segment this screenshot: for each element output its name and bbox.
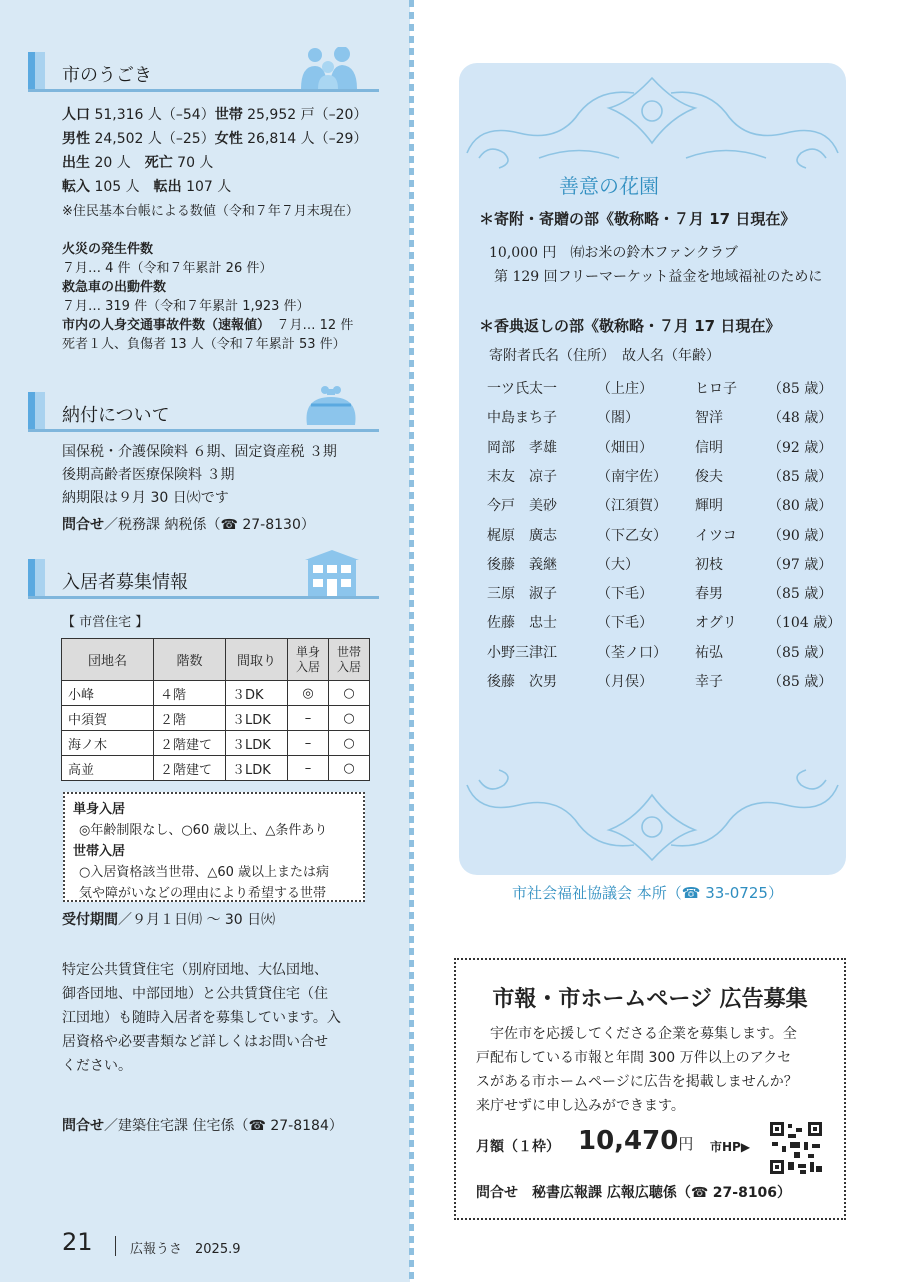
city-note: ※住民基本台帳による数値（令和７年７月末現在） bbox=[62, 204, 359, 219]
donor-name: 後藤 義継 bbox=[487, 556, 557, 573]
deceased-name: イツコ bbox=[695, 527, 737, 544]
table-row: 高並 ２階建て ３LDK – ○ bbox=[62, 756, 370, 781]
donor-name: 末友 凉子 bbox=[487, 468, 557, 485]
traffic-detail: 死者１人、負傷者 13 人（令和７年累計 53 件） bbox=[62, 337, 346, 352]
donor-address: （月俣） bbox=[597, 674, 653, 690]
deceased-name: 俊夫 bbox=[695, 468, 723, 485]
family-icon bbox=[297, 47, 361, 89]
ad-inquiry: 問合せ 秘書広報課 広報広聴係（☎ 27-8106） bbox=[476, 1185, 792, 1201]
donation-line-1: 10,000 円 ㈲お米の鈴木ファンクラブ bbox=[489, 245, 738, 261]
tax-line-1: 国保税・介護保険料 ６期、固定資産税 ３期 bbox=[62, 444, 337, 460]
deceased-name: 幸子 bbox=[695, 674, 723, 690]
ad-price-label: 月額（１枠） bbox=[476, 1139, 560, 1155]
donor-name: 後藤 次男 bbox=[487, 674, 557, 690]
deceased-age: （85 歳） bbox=[768, 468, 833, 485]
donor-address: （上庄） bbox=[597, 381, 653, 397]
tax-line-3: 納期限は９月 30 日㈫です bbox=[62, 490, 229, 506]
deceased-age: （90 歳） bbox=[768, 527, 833, 544]
ornament-top bbox=[459, 63, 846, 173]
traffic-line: 市内の人身交通事故件数（速報値） ７月… 12 件 bbox=[62, 318, 354, 333]
donor-address: （閤） bbox=[597, 410, 639, 427]
deceased-name: 初枝 bbox=[695, 556, 723, 573]
zen-contact: 市社会福祉協議会 本所（☎ 33-0725） bbox=[512, 884, 783, 902]
deceased-age: （85 歳） bbox=[768, 674, 833, 690]
housing-table: 団地名 階数 間取り 単身入居 世帯入居 小峰 ４階 ３DK ◎ ○ 中須賀 ２階 ３LDK – ○ 海ノ木 ２階建て ３LDK – ○ 高並 ２階建て ３LDK – ○ bbox=[61, 638, 370, 781]
purse-icon bbox=[301, 385, 361, 429]
deceased-name: 輝明 bbox=[695, 498, 723, 515]
deceased-name: オグリ bbox=[695, 615, 737, 632]
donor-address: （下乙女） bbox=[597, 527, 667, 544]
housing-paragraph: 特定公共賃貸住宅（別府団地、大仏団地、 御沓団地、中部団地）と公共賃貸住宅（住 江団地）も随時入居者を募集しています。入 居資格や必要書類など詳しくはお問い合せ ください。 bbox=[62, 962, 341, 1074]
phone-icon: ☎ bbox=[220, 517, 238, 533]
deceased-age: （85 歳） bbox=[768, 381, 833, 397]
donor-name: 佐藤 忠士 bbox=[487, 615, 557, 632]
section-header-tax bbox=[28, 392, 379, 432]
deceased-name: 智洋 bbox=[695, 410, 723, 427]
tax-inquiry: 問合せ／税務課 納税係（☎ 27-8130） bbox=[62, 517, 315, 533]
koden-heading: ＊香典返しの部《敬称略・７月 17 日現在》 bbox=[479, 317, 781, 335]
section-header-housing bbox=[28, 559, 379, 599]
phone-icon: ☎ bbox=[681, 884, 701, 902]
deceased-name: 信明 bbox=[695, 439, 723, 456]
donation-heading: ＊寄附・寄贈の部《敬称略・７月 17 日現在》 bbox=[479, 210, 796, 228]
section-title: 入居者募集情報 bbox=[62, 572, 188, 593]
table-row: 中須賀 ２階 ３LDK – ○ bbox=[62, 706, 370, 731]
footer-title: 広報うさ 2025.9 bbox=[130, 1242, 241, 1257]
move-line: 転入 105 人 転出 107 人 bbox=[62, 179, 232, 195]
ornament-bottom bbox=[459, 765, 846, 875]
donor-address: （江須賀） bbox=[597, 498, 667, 515]
donor-address: （畑田） bbox=[597, 439, 653, 456]
deceased-name: ヒロ子 bbox=[695, 381, 737, 397]
section-title: 市のうごき bbox=[62, 65, 152, 86]
housing-note-box: 単身入居 ◎年齢制限なし、○60 歳以上、△条件あり 世帯入居 ○入居資格該当世帯、△60 歳以上または病 気や障がいなどの理由により希望する世帯 bbox=[63, 792, 365, 902]
birth-death-line: 出生 20 人 死亡 70 人 bbox=[62, 155, 214, 171]
footer-divider bbox=[115, 1236, 116, 1256]
donor-address: （下毛） bbox=[597, 615, 653, 632]
deceased-age: （48 歳） bbox=[768, 410, 833, 427]
housing-period: 受付期間／９月１日㈪ ～ 30 日㈫ bbox=[62, 912, 276, 928]
ad-body: 宇佐市を応援してくださる企業を募集します。全 戸配布している市報と年間 300 万件以上のアクセ スがある市ホームページに広告を掲載しませんか？ 来庁せずに申し込みができます。 bbox=[476, 1026, 798, 1114]
donation-line-2: 第 129 回フリーマーケット益金を地域福祉のために bbox=[494, 269, 823, 285]
donor-name: 小野三津江 bbox=[487, 644, 557, 661]
column-divider bbox=[409, 0, 414, 1282]
house-icon bbox=[303, 548, 361, 596]
donor-name: 三原 淑子 bbox=[487, 586, 557, 603]
gender-line: 男性 24,502 人（–25）女性 26,814 人（–29） bbox=[62, 131, 368, 147]
housing-subtitle: 【 市営住宅 】 bbox=[62, 615, 149, 630]
table-row: 海ノ木 ２階建て ３LDK – ○ bbox=[62, 731, 370, 756]
deceased-age: （92 歳） bbox=[768, 439, 833, 456]
fire-heading: 火災の発生件数 bbox=[62, 242, 154, 257]
zen-title: 善意の花園 bbox=[559, 174, 659, 198]
deceased-age: （85 歳） bbox=[768, 586, 833, 603]
donor-name: 梶原 廣志 bbox=[487, 527, 557, 544]
donor-address: （荃ノ口） bbox=[597, 644, 667, 661]
phone-icon: ☎ bbox=[690, 1185, 709, 1201]
donor-address: （大） bbox=[597, 556, 639, 573]
ad-box bbox=[454, 958, 846, 1220]
table-row: 小峰 ４階 ３DK ◎ ○ bbox=[62, 681, 370, 706]
donor-address: （下毛） bbox=[597, 586, 653, 603]
deceased-name: 春男 bbox=[695, 586, 723, 603]
donor-name: 一ツ氏太一 bbox=[487, 381, 557, 397]
tax-line-2: 後期高齢者医療保険料 ３期 bbox=[62, 467, 235, 483]
deceased-age: （80 歳） bbox=[768, 498, 833, 515]
ad-hp-label[interactable]: 市HP▶ bbox=[710, 1140, 751, 1154]
koden-columns: 寄附者氏名（住所） 故人名（年齢） bbox=[489, 348, 720, 364]
donor-address: （南宇佐） bbox=[597, 468, 667, 485]
deceased-age: （104 歳） bbox=[768, 615, 842, 632]
qr-code-icon[interactable] bbox=[768, 1120, 824, 1176]
population-line: 人口 51,316 人（–54）世帯 25,952 戸（–20） bbox=[62, 107, 368, 123]
donor-name: 中島まち子 bbox=[487, 410, 557, 427]
donor-name: 今戸 美砂 bbox=[487, 498, 557, 515]
deceased-age: （97 歳） bbox=[768, 556, 833, 573]
deceased-name: 祐弘 bbox=[695, 644, 723, 661]
housing-inquiry: 問合せ／建築住宅課 住宅係（☎ 27-8184） bbox=[62, 1118, 343, 1134]
page-number: 21 bbox=[62, 1228, 93, 1256]
ad-price: 10,470円 bbox=[578, 1126, 694, 1156]
ambulance-heading: 救急車の出動件数 bbox=[62, 280, 167, 295]
deceased-age: （85 歳） bbox=[768, 644, 833, 661]
section-header-city bbox=[28, 52, 379, 92]
section-title: 納付について bbox=[62, 405, 170, 426]
ad-title: 市報・市ホームページ 広告募集 bbox=[492, 987, 808, 1012]
donor-name: 岡部 孝雄 bbox=[487, 439, 557, 456]
fire-value: ７月… 4 件（令和７年累計 26 件） bbox=[62, 261, 273, 276]
ambulance-value: ７月… 319 件（令和７年累計 1,923 件） bbox=[62, 299, 310, 314]
phone-icon: ☎ bbox=[248, 1118, 266, 1134]
